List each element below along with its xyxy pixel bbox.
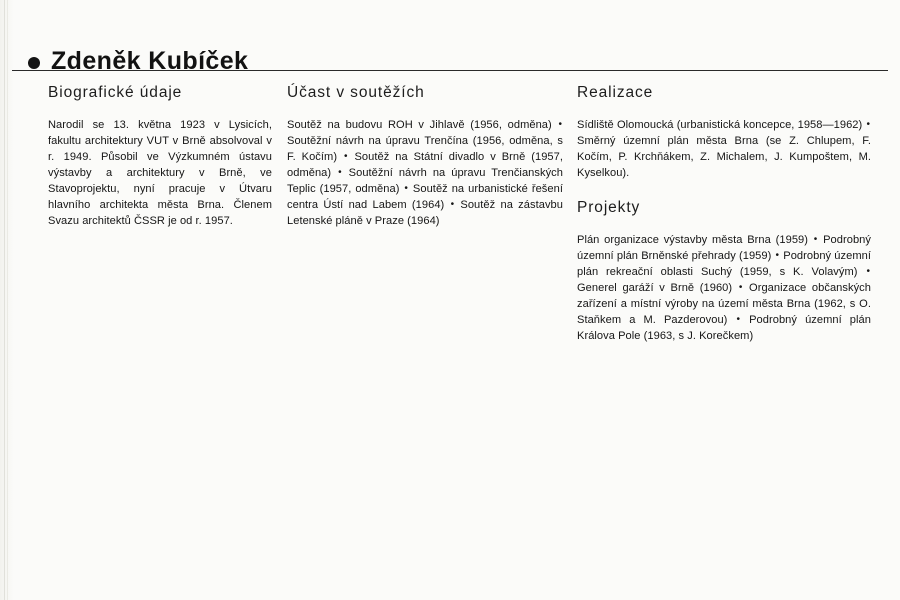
page-title: Zdeněk Kubíček [51, 46, 249, 75]
bullet-separator-icon: • [450, 199, 455, 211]
column-ucast-v-soutezich [287, 84, 563, 229]
column-realizace-projekty [577, 84, 871, 344]
section-body-ucast-v-soutezich: Soutěž na budovu ROH v Jihlavě (1956, odměna) • Soutěžní návrh na úpravu Trenčína (1956, odměna, s F. Kočím) • Soutěž na Státní divadlo v Brně (1957, odměna) • Soutěžní návrh na úpravu Trenčianských Teplic (1957, odměna) • Soutěž na urbanistické řešení centra Ústí nad Labem (1964) • Soutěž na zástavbu Letenské pláně v Praze (1964) [287, 118, 563, 228]
bullet-separator-icon: • [736, 314, 741, 326]
section-heading-biograficke-udaje: Biografické údaje [48, 84, 183, 101]
section-heading-realizace: Realizace [577, 84, 654, 101]
page-header [28, 32, 248, 91]
section-body-projekty: Plán organizace výstavby města Brna (1959) • Podrobný územní plán Brněnské přehrady (1959) • Podrobný územní plán rekreační oblasti Suchý (1959, s K. Volavým) • Generel garáží v Brně (1960) • Organizace občanských zařízení a místní výroby na území města Brna (1962, s O. Staňkem a M. Pazderovou) • Podrobný územní plán Králova Pole (1963, s J. Korečkem) [577, 233, 871, 343]
section-heading-projekty: Projekty [577, 198, 641, 216]
bullet-separator-icon: • [775, 249, 780, 261]
section-body-biograficke-udaje: Narodil se 13. května 1923 v Lysicích, fakultu architektury VUT v Brně absolvoval v r. 1949. Působil ve Výzkumném ústavu výstavby a architektury v Brně, ve Stavoprojektu, nyní pracuje v Útvaru hlavního architekta města Brna. Členem Svazu architektů ČSSR je od r. 1957. [48, 118, 272, 228]
bullet-separator-icon: • [404, 182, 408, 194]
bullet-icon [28, 57, 40, 69]
column-biograficke-udaje [48, 84, 272, 229]
bullet-separator-icon: • [866, 265, 870, 277]
bullet-separator-icon: • [813, 233, 818, 245]
section-body-realizace: Sídliště Olomoucká (urbanistická koncepce, 1958—1962) • Směrný územní plán města Brna (se Z. Chlupem, F. Kočím, P. Krchňákem, Z. Michalem, J. Kumpoštem, M. Kyselkou). [577, 118, 871, 179]
bullet-separator-icon: • [558, 118, 562, 130]
header-divider [12, 70, 888, 71]
bullet-separator-icon: • [866, 118, 870, 130]
bullet-separator-icon: • [738, 281, 743, 293]
section-heading-ucast-v-soutezich: Účast v soutěžích [287, 84, 425, 101]
bullet-separator-icon: • [338, 166, 342, 178]
bullet-separator-icon: • [344, 150, 348, 162]
